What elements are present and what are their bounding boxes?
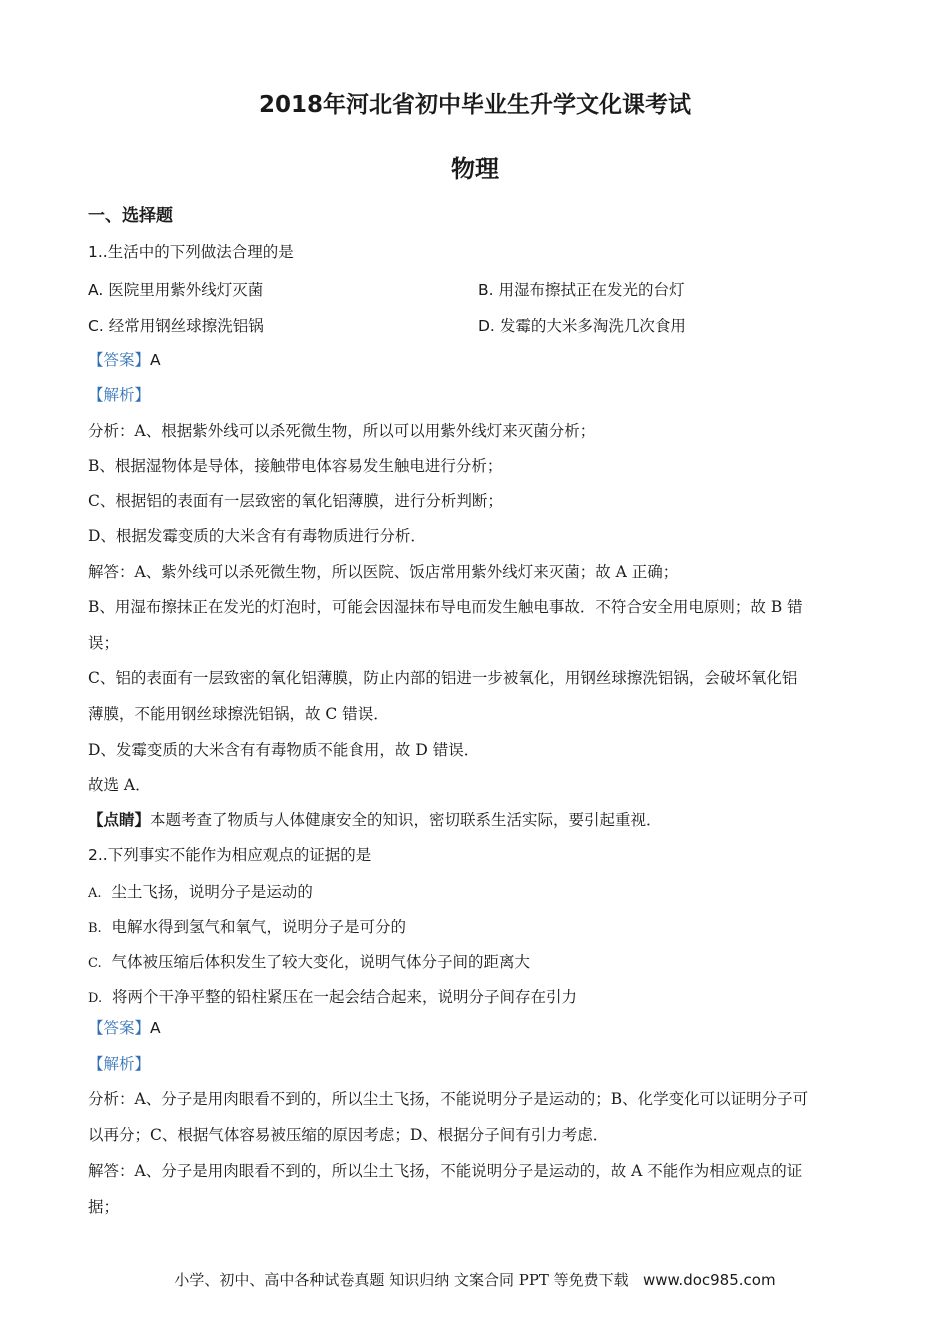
- option-letter: D.: [478, 317, 495, 335]
- question-1-stem: [88, 242, 868, 262]
- q2-option-b: [88, 915, 406, 937]
- analysis-line: 解答：A、分子是用肉眼看不到的，所以尘土飞扬，不能说明分子是运动的，故 A 不能作为相应观点的证: [88, 1162, 803, 1180]
- analysis-line: B、根据湿物体是导体，接触带电体容易发生触电进行分析；: [88, 457, 503, 475]
- page-footer: [0, 1269, 950, 1290]
- analysis-line: 据；: [88, 1198, 120, 1216]
- q1-option-a: [88, 278, 263, 300]
- question-text: .下列事实不能作为相应观点的证据的是: [102, 846, 372, 864]
- option-letter: C.: [88, 956, 102, 971]
- option-letter: C.: [88, 317, 104, 335]
- question-number: 1.: [88, 243, 103, 261]
- analysis-line: D、根据发霉变质的大米含有有毒物质进行分析．: [88, 527, 426, 545]
- section-heading: 一、选择题: [88, 206, 173, 226]
- option-letter: B.: [478, 281, 494, 299]
- q1-option-b: [478, 278, 685, 300]
- answer-label: 【答案】: [88, 1019, 151, 1037]
- comment-label: 【点睛】: [88, 810, 151, 829]
- answer-label: 【答案】: [88, 351, 151, 369]
- analysis-line: 解答：A、紫外线可以杀死微生物，所以医院、饭店常用紫外线灯来灭菌；故 A 正确；: [88, 563, 679, 581]
- exam-title: 2018年河北省初中毕业生升学文化课考试: [258, 92, 691, 118]
- option-text: 发霉的大米多淘洗几次食用: [499, 317, 686, 335]
- option-letter: A.: [88, 886, 102, 901]
- option-letter: B.: [88, 921, 102, 936]
- option-text: 经常用钢丝球擦洗铝锅: [108, 317, 264, 335]
- analysis-line: D、发霉变质的大米含有有毒物质不能食用，故 D 错误．: [88, 741, 480, 759]
- analysis-line: 误；: [88, 634, 120, 652]
- q2-option-a: [88, 880, 313, 902]
- analysis-line: 以再分；C、根据气体容易被压缩的原因考虑；D、根据分子间有引力考虑．: [88, 1126, 609, 1144]
- analysis-line: B、用湿布擦抹正在发光的灯泡时，可能会因湿抹布导电而发生触电事故．不符合安全用电原则；故 B 错: [88, 598, 803, 616]
- q2-answer: [88, 1018, 868, 1038]
- option-text: 气体被压缩后体积发生了较大变化，说明气体分子间的距离大: [111, 953, 530, 971]
- option-text: 用湿布擦拭正在发光的台灯: [498, 281, 685, 299]
- analysis-line: 分析：A、根据紫外线可以杀死微生物，所以可以用紫外线灯来灭菌分析；: [88, 422, 596, 440]
- q1-option-c: [88, 314, 264, 336]
- option-text: 尘土飞扬，说明分子是运动的: [111, 883, 313, 901]
- answer-value: A: [150, 351, 161, 369]
- analysis-line: 故选 A．: [88, 776, 151, 794]
- q1-answer: [88, 350, 868, 370]
- analysis-line: 分析：A、分子是用肉眼看不到的，所以尘土飞扬，不能说明分子是运动的；B、化学变化可以证明分子可: [88, 1090, 809, 1108]
- analysis-line: C、铝的表面有一层致密的氧化铝薄膜，防止内部的铝进一步被氧化，用钢丝球擦洗铝锅，会破坏氧化铝: [88, 669, 798, 687]
- q1-analysis-label: 【解析】: [88, 386, 151, 404]
- q2-analysis-label: 【解析】: [88, 1055, 151, 1073]
- question-2-stem: [88, 845, 868, 865]
- option-text: 医院里用紫外线灯灭菌: [108, 281, 264, 299]
- footer-text: 小学、初中、高中各种试卷真题 知识归纳 文案合同 PPT 等免费下载: [174, 1271, 629, 1289]
- option-text: 电解水得到氢气和氧气，说明分子是可分的: [111, 918, 407, 936]
- option-text: 将两个干净平整的铅柱紧压在一起会结合起来，说明分子间存在引力: [111, 988, 577, 1006]
- subject-title: 物理: [451, 155, 499, 183]
- question-text: .生活中的下列做法合理的是: [102, 243, 294, 261]
- analysis-line: C、根据铝的表面有一层致密的氧化铝薄膜，进行分析判断；: [88, 492, 503, 510]
- option-letter: A.: [88, 281, 104, 299]
- q2-option-d: [88, 985, 577, 1007]
- answer-value: A: [150, 1019, 161, 1037]
- q1-option-d: [478, 314, 686, 336]
- comment-text: 本题考查了物质与人体健康安全的知识，密切联系生活实际，要引起重视．: [150, 811, 662, 829]
- q1-comment: [88, 810, 868, 830]
- q2-option-c: [88, 950, 530, 972]
- question-number: 2.: [88, 846, 103, 864]
- footer-link[interactable]: www.doc985.com: [643, 1271, 776, 1289]
- option-letter: D.: [88, 991, 103, 1006]
- analysis-line: 薄膜，不能用钢丝球擦洗铝锅，故 C 错误．: [88, 705, 389, 723]
